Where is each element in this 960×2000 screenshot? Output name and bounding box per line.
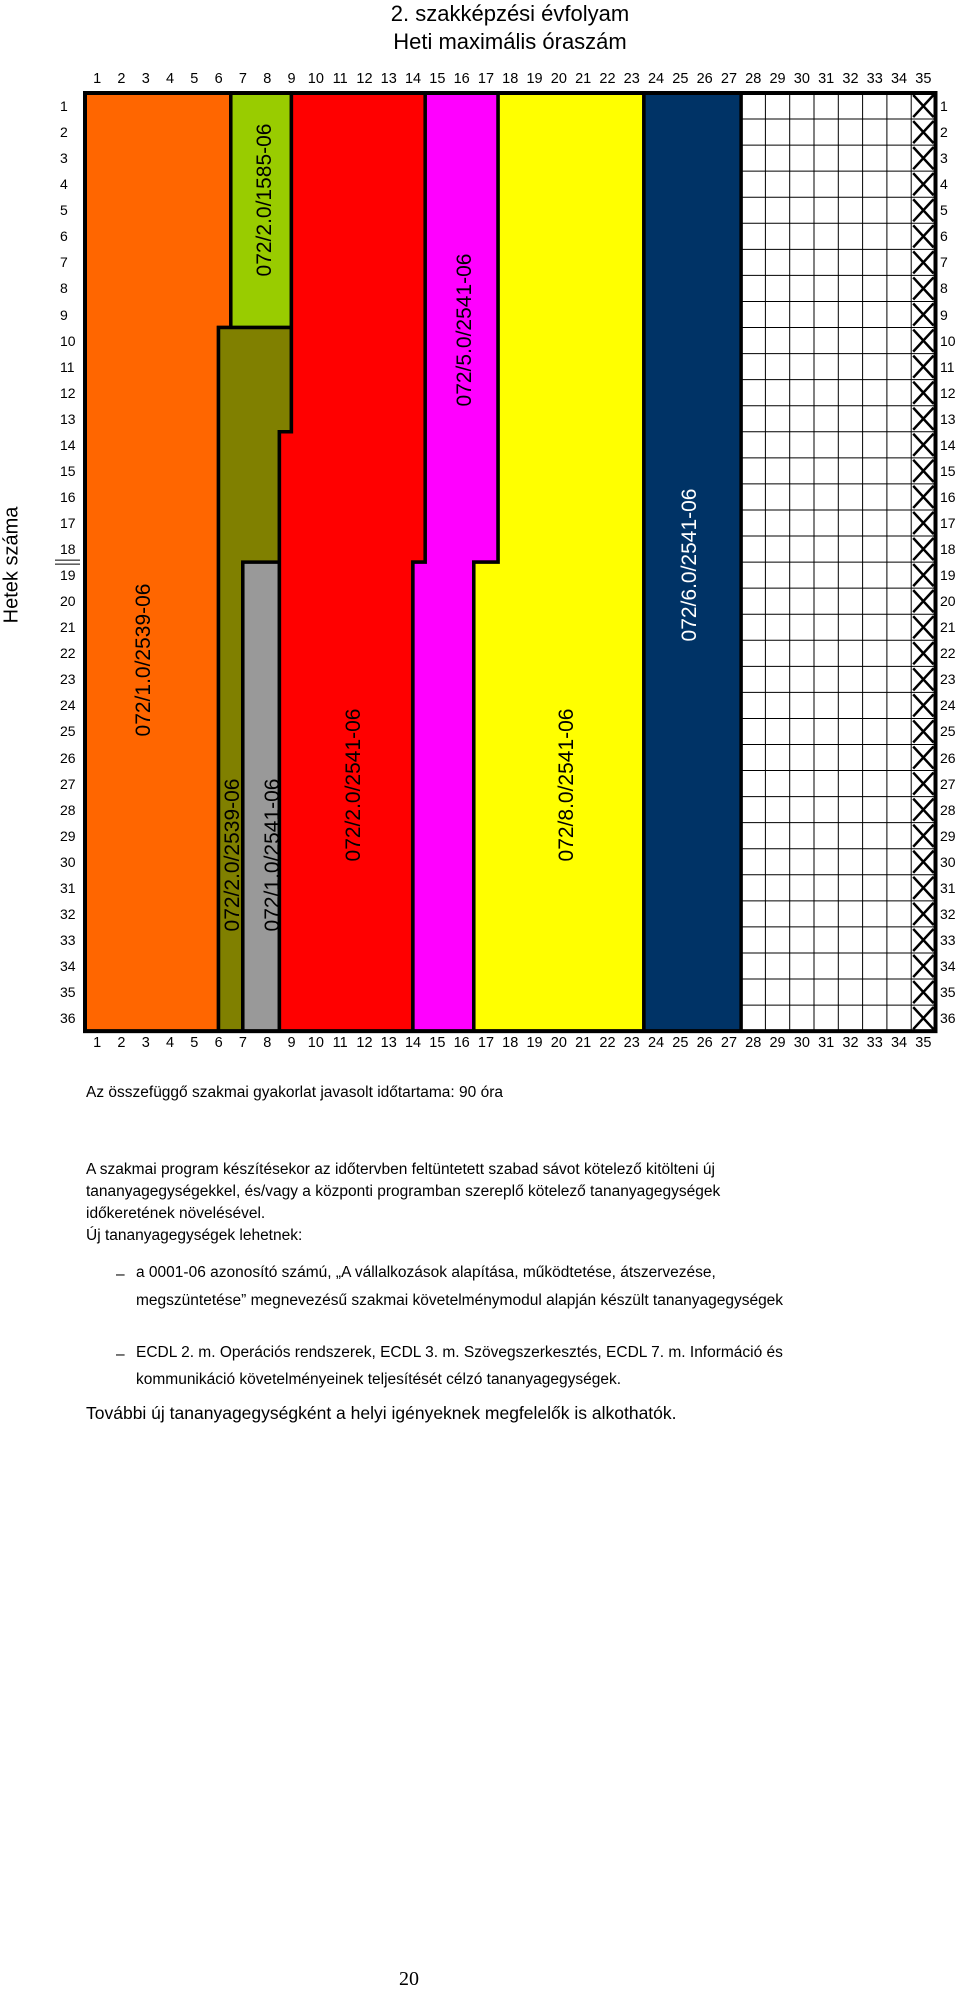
row-number: 10 bbox=[60, 332, 76, 349]
row-number: 13 bbox=[940, 410, 956, 427]
column-number: 29 bbox=[769, 71, 786, 87]
row-number: 18 bbox=[60, 541, 76, 558]
row-number: 14 bbox=[60, 436, 76, 453]
column-number: 29 bbox=[769, 1035, 786, 1052]
row-number: 32 bbox=[60, 905, 76, 922]
column-number: 7 bbox=[238, 71, 247, 87]
block-label: 072/1.0/2541-06 bbox=[261, 778, 285, 932]
column-number: 3 bbox=[141, 1035, 150, 1052]
column-number: 26 bbox=[696, 1035, 713, 1052]
column-number: 12 bbox=[356, 1035, 373, 1052]
column-number: 4 bbox=[166, 71, 175, 87]
column-number: 9 bbox=[287, 71, 296, 87]
block-label: 072/6.0/2541-06 bbox=[678, 488, 702, 642]
column-number: 20 bbox=[550, 71, 567, 87]
row-number: 8 bbox=[60, 280, 68, 297]
column-number: 31 bbox=[818, 71, 835, 87]
row-number: 16 bbox=[940, 488, 956, 505]
row-number: 36 bbox=[940, 1010, 956, 1027]
row-number: 25 bbox=[940, 723, 956, 740]
row-number: 35 bbox=[60, 984, 76, 1001]
column-number: 23 bbox=[623, 1035, 640, 1052]
column-number: 30 bbox=[793, 71, 810, 87]
column-number: 35 bbox=[915, 1035, 932, 1052]
bullet-dash: – bbox=[116, 1346, 125, 1363]
column-number: 16 bbox=[453, 71, 470, 87]
row-number: 33 bbox=[60, 931, 76, 948]
column-number: 8 bbox=[263, 1035, 272, 1052]
bullet-item-line: kommunikáció követelményeinek teljesítését célzó tananyagegységek. bbox=[136, 1371, 622, 1388]
row-number: 20 bbox=[60, 593, 76, 610]
column-number: 1 bbox=[93, 1035, 102, 1052]
row-number: 32 bbox=[940, 905, 956, 922]
column-number: 34 bbox=[890, 1035, 908, 1052]
column-number: 3 bbox=[141, 71, 150, 87]
column-number: 27 bbox=[720, 1035, 738, 1052]
column-number: 11 bbox=[332, 71, 348, 87]
row-number: 31 bbox=[940, 879, 956, 896]
column-number: 13 bbox=[380, 1035, 397, 1052]
column-number: 19 bbox=[526, 1035, 543, 1052]
row-number: 12 bbox=[60, 384, 76, 401]
column-number: 8 bbox=[263, 71, 272, 87]
row-number: 1 bbox=[60, 98, 68, 115]
row-number: 21 bbox=[60, 619, 76, 636]
column-number: 15 bbox=[429, 1035, 446, 1052]
row-number: 20 bbox=[940, 593, 956, 610]
column-number: 18 bbox=[502, 1035, 519, 1052]
row-number: 15 bbox=[60, 462, 76, 479]
row-number: 6 bbox=[940, 228, 948, 245]
row-number: 1 bbox=[940, 98, 948, 115]
row-number: 2 bbox=[60, 124, 68, 141]
block-072/8.0/2541-06 bbox=[474, 93, 644, 1031]
row-number: 4 bbox=[60, 176, 68, 193]
row-number: 24 bbox=[940, 697, 956, 714]
row-number: 7 bbox=[940, 254, 948, 271]
row-number: 3 bbox=[60, 150, 68, 167]
row-number: 7 bbox=[60, 254, 68, 271]
row-number: 29 bbox=[60, 827, 76, 844]
column-number: 9 bbox=[287, 1035, 296, 1052]
column-number: 28 bbox=[745, 1035, 762, 1052]
block-label: 072/8.0/2541-06 bbox=[554, 708, 578, 862]
row-number: 21 bbox=[940, 619, 956, 636]
row-number: 11 bbox=[940, 358, 955, 375]
row-number: 26 bbox=[60, 749, 76, 766]
column-number: 27 bbox=[720, 71, 738, 87]
block-label: 072/1.0/2539-06 bbox=[131, 583, 155, 737]
column-number: 26 bbox=[696, 71, 713, 87]
column-number: 6 bbox=[214, 1035, 223, 1052]
row-number: 15 bbox=[940, 462, 956, 479]
closing-sentence: További új tananyagegységként a helyi igényeknek megfelelők is alkothatók. bbox=[86, 1403, 677, 1423]
row-number: 2 bbox=[940, 124, 948, 141]
column-number: 2 bbox=[117, 71, 126, 87]
row-number: 14 bbox=[940, 436, 956, 453]
row-number: 17 bbox=[940, 514, 956, 531]
bullet-dash: – bbox=[116, 1266, 125, 1283]
column-number: 28 bbox=[745, 71, 762, 87]
row-number: 22 bbox=[60, 645, 76, 662]
paragraph-line: időkeretének növelésével. bbox=[86, 1205, 266, 1222]
row-number: 27 bbox=[60, 775, 76, 792]
page-number: 20 bbox=[399, 1968, 419, 1990]
column-number: 22 bbox=[599, 71, 616, 87]
column-number: 5 bbox=[190, 71, 199, 87]
row-number: 13 bbox=[60, 410, 76, 427]
row-number: 8 bbox=[940, 280, 948, 297]
column-number: 22 bbox=[599, 1035, 616, 1052]
y-axis-label: Hetek száma bbox=[0, 506, 23, 624]
page-title: 2. szakképzési évfolyam bbox=[390, 1, 630, 26]
block-label: 072/2.0/2541-06 bbox=[342, 708, 366, 862]
row-number: 35 bbox=[940, 984, 956, 1001]
column-number: 14 bbox=[404, 71, 422, 87]
row-number: 17 bbox=[60, 514, 76, 531]
column-number: 21 bbox=[575, 71, 592, 87]
column-number: 23 bbox=[623, 71, 640, 87]
block-072/2.0/2541-06 bbox=[279, 93, 425, 1031]
row-number: 25 bbox=[60, 723, 76, 740]
row-number: 23 bbox=[60, 671, 76, 688]
column-number: 17 bbox=[477, 71, 495, 87]
column-number: 24 bbox=[647, 1035, 665, 1052]
column-number: 34 bbox=[890, 71, 908, 87]
column-number: 6 bbox=[214, 71, 223, 87]
column-number: 10 bbox=[307, 71, 324, 87]
column-number: 2 bbox=[117, 1035, 126, 1052]
paragraph-line: tananyagegységekkel, és/vagy a központi programban szereplő kötelező tananyagegységek bbox=[86, 1183, 721, 1200]
row-number: 22 bbox=[940, 645, 956, 662]
column-number: 15 bbox=[429, 71, 446, 87]
row-number: 16 bbox=[60, 488, 76, 505]
block-label: 072/2.0/2539-06 bbox=[220, 778, 244, 932]
column-number: 4 bbox=[166, 1035, 175, 1052]
row-number: 12 bbox=[940, 384, 956, 401]
column-number: 32 bbox=[842, 1035, 859, 1052]
block-label: 072/5.0/2541-06 bbox=[452, 253, 476, 407]
row-number: 3 bbox=[940, 150, 948, 167]
column-number: 17 bbox=[477, 1035, 495, 1052]
column-number: 21 bbox=[575, 1035, 592, 1052]
paragraph-line: A szakmai program készítésekor az időtervben feltüntetett szabad sávot kötelező kitölteni új bbox=[86, 1161, 715, 1178]
row-number: 31 bbox=[60, 879, 76, 896]
row-number: 28 bbox=[60, 801, 76, 818]
column-number: 19 bbox=[526, 71, 543, 87]
column-number: 5 bbox=[190, 1035, 199, 1052]
column-number: 12 bbox=[356, 71, 373, 87]
row-number: 19 bbox=[60, 567, 76, 584]
column-number: 11 bbox=[332, 1035, 348, 1052]
row-number: 30 bbox=[60, 853, 76, 870]
column-number: 33 bbox=[866, 1035, 883, 1052]
bullet-item-line: ECDL 2. m. Operációs rendszerek, ECDL 3. m. Szövegszerkesztés, ECDL 7. m. Információ és bbox=[136, 1344, 783, 1361]
row-number: 29 bbox=[940, 827, 956, 844]
column-number: 32 bbox=[842, 71, 859, 87]
row-number: 24 bbox=[60, 697, 76, 714]
row-number: 26 bbox=[940, 749, 956, 766]
column-number: 14 bbox=[404, 1035, 422, 1052]
row-number: 6 bbox=[60, 228, 68, 245]
column-number: 20 bbox=[550, 1035, 567, 1052]
row-number: 4 bbox=[940, 176, 948, 193]
row-number: 9 bbox=[60, 306, 68, 323]
row-number: 34 bbox=[940, 958, 956, 974]
column-number: 16 bbox=[453, 1035, 470, 1052]
row-number: 27 bbox=[940, 775, 956, 792]
row-number: 11 bbox=[60, 358, 75, 375]
row-number: 10 bbox=[940, 332, 956, 349]
row-number: 5 bbox=[60, 202, 68, 219]
row-number: 19 bbox=[940, 567, 956, 584]
column-number: 35 bbox=[915, 71, 932, 87]
column-number: 33 bbox=[866, 71, 883, 87]
row-number: 30 bbox=[940, 853, 956, 870]
row-number: 9 bbox=[940, 306, 948, 323]
column-number: 13 bbox=[380, 71, 397, 87]
row-number: 23 bbox=[940, 671, 956, 688]
paragraph-intro: Új tananyagegységek lehetnek: bbox=[86, 1227, 303, 1244]
row-number: 34 bbox=[60, 958, 76, 974]
row-number: 5 bbox=[940, 202, 948, 219]
column-number: 25 bbox=[672, 71, 689, 87]
page-subtitle: Heti maximális óraszám bbox=[393, 29, 627, 54]
column-number: 24 bbox=[647, 71, 665, 87]
column-number: 30 bbox=[793, 1035, 810, 1052]
block-072/1.0/2539-06 bbox=[85, 93, 231, 1031]
bullet-item-line: a 0001-06 azonosító számú, „A vállalkozások alapítása, működtetése, átszervezése, bbox=[136, 1264, 716, 1281]
column-number: 1 bbox=[93, 71, 102, 87]
column-number: 18 bbox=[502, 71, 519, 87]
column-number: 31 bbox=[818, 1035, 835, 1052]
row-number: 18 bbox=[940, 541, 956, 558]
column-number: 25 bbox=[672, 1035, 689, 1052]
row-number: 33 bbox=[940, 931, 956, 948]
practice-note: Az összefüggő szakmai gyakorlat javasolt időtartama: 90 óra bbox=[86, 1084, 503, 1101]
column-number: 10 bbox=[307, 1035, 324, 1052]
bullet-item-line: megszüntetése” megnevezésű szakmai követelménymodul alapján készült tananyagegységek bbox=[136, 1292, 784, 1309]
row-number: 28 bbox=[940, 801, 956, 818]
row-number: 36 bbox=[60, 1010, 76, 1027]
block-label: 072/2.0/1585-06 bbox=[253, 123, 277, 277]
column-number: 7 bbox=[238, 1035, 247, 1052]
